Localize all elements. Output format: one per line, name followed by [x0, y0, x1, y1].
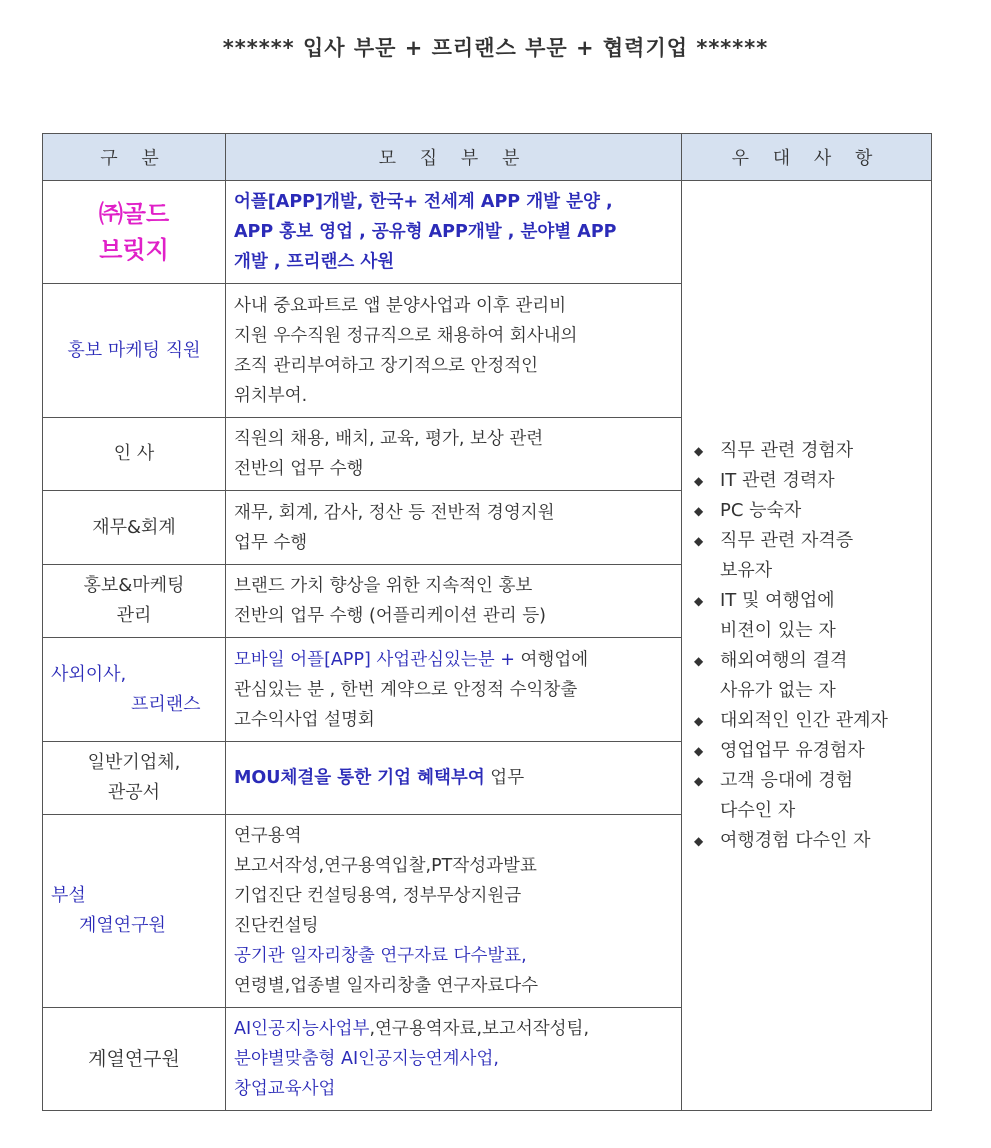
category-line: 부설	[51, 885, 86, 906]
diamond-bullet-icon: ◆	[694, 593, 704, 608]
diamond-bullet-icon: ◆	[694, 443, 704, 458]
description-line: 직원의 채용, 배치, 교육, 평가, 보상 관련	[234, 429, 544, 449]
recruitment-table	[42, 133, 932, 1111]
category-line: 홍보&마케팅	[83, 575, 185, 596]
benefits-list	[690, 436, 925, 856]
category-cell	[43, 284, 226, 418]
diamond-bullet-icon: ◆	[694, 743, 704, 758]
description-line: 지원 우수직원 정규직으로 채용하여 회사내의	[234, 325, 578, 346]
category-line: 관리	[116, 605, 152, 626]
diamond-bullet-icon: ◆	[694, 503, 704, 518]
benefit-item: ◆ 직무 관련 경험자	[690, 436, 925, 466]
page-title: ****** 입사 부문 + 프리랜스 부문 + 협력기업 ******	[222, 36, 769, 60]
description-line: 브랜드 가치 향상을 위한 지속적인 홍보	[234, 576, 533, 596]
header-category: 구 분	[43, 134, 226, 181]
benefit-item: ◆ PC 능숙자	[690, 496, 925, 526]
description-line: AI인공지능사업부,연구용역자료,보고서작성팀,	[234, 1019, 590, 1039]
header-row	[43, 134, 932, 181]
description-cell	[226, 815, 682, 1008]
description-cell	[226, 638, 682, 742]
diamond-bullet-icon: ◆	[694, 533, 704, 548]
category-cell	[43, 638, 226, 742]
category-line: 계열연구원	[88, 1048, 180, 1070]
diamond-bullet-icon: ◆	[694, 473, 704, 488]
description-line: MOU체결을 통한 기업 혜택부여 업무	[234, 768, 525, 788]
benefit-item: ◆ 직무 관련 자격증 보유자	[690, 526, 925, 586]
description-line: 전반의 업무 수행 (어플리케이션 관리 등)	[234, 606, 546, 626]
benefit-item: ◆ IT 및 여행업에 비젼이 있는 자	[690, 586, 925, 646]
description-line: 연구용역	[234, 826, 302, 846]
benefit-item: ◆ 고객 응대에 경험 다수인 자	[690, 766, 925, 826]
description-line: 어플[APP]개발, 한국+ 전세계 APP 개발 분양 ,	[234, 192, 613, 212]
category-line: ㈜골드	[98, 200, 170, 228]
description-line: 업무 수행	[234, 532, 308, 553]
description-line: 고수익사업 설명회	[234, 709, 375, 730]
description-line: 분야별맞춤형 AI인공지능연계사업,	[234, 1049, 499, 1069]
category-cell	[43, 815, 226, 1008]
description-cell	[226, 742, 682, 815]
category-cell	[43, 565, 226, 638]
benefit-item: ◆ 여행경험 다수인 자	[690, 826, 925, 856]
description-line: 창업교육사업	[234, 1079, 336, 1099]
benefits-cell	[682, 181, 932, 1111]
category-cell	[43, 742, 226, 815]
category-line: 관공서	[107, 782, 161, 803]
description-line: 기업진단 컨설팅용역, 정부무상지원금	[234, 886, 522, 906]
category-cell	[43, 1008, 226, 1111]
category-line: 홍보 마케팅 직원	[67, 339, 201, 361]
table-row	[43, 181, 932, 284]
benefit-item: ◆ 대외적인 인간 관계자	[690, 706, 925, 736]
category-line: 인 사	[113, 443, 155, 464]
benefit-item: ◆ 영업업무 유경험자	[690, 736, 925, 766]
diamond-bullet-icon: ◆	[694, 653, 704, 668]
description-line: 보고서작성,연구용역입찰,PT작성과발표	[234, 856, 537, 876]
description-line: 조직 관리부여하고 장기적으로 안정적인	[234, 355, 539, 376]
description-cell	[226, 181, 682, 284]
description-cell	[226, 1008, 682, 1111]
benefit-item: ◆ IT 관련 경력자	[690, 466, 925, 496]
description-line: 위치부여.	[234, 385, 308, 406]
diamond-bullet-icon: ◆	[694, 773, 704, 788]
header-recruit-field: 모 집 부 분	[226, 134, 682, 181]
description-cell	[226, 418, 682, 491]
category-line: 프리랜스	[131, 693, 201, 715]
description-cell	[226, 284, 682, 418]
description-line: 공기관 일자리창출 연구자료 다수발표,	[234, 946, 527, 966]
category-line: 일반기업체,	[87, 752, 181, 773]
category-line: 계열연구원	[79, 915, 166, 936]
description-cell	[226, 565, 682, 638]
category-line: 브릿지	[99, 236, 169, 264]
description-line: 전반의 업무 수행	[234, 459, 364, 479]
description-line: 진단컨설팅	[234, 916, 319, 936]
description-cell	[226, 491, 682, 565]
category-line: 재무&회계	[92, 516, 176, 538]
category-cell	[43, 418, 226, 491]
header-preference: 우 대 사 항	[682, 134, 932, 181]
benefit-item: ◆ 해외여행의 결격 사유가 없는 자	[690, 646, 925, 706]
category-cell	[43, 491, 226, 565]
description-line: 재무, 회계, 감사, 정산 등 전반적 경영지원	[234, 502, 555, 523]
description-line: 관심있는 분 , 한번 계약으로 안정적 수익창출	[234, 679, 578, 700]
description-line: 모바일 어플[APP] 사업관심있는분 + 여행업에	[234, 649, 589, 670]
description-line: 개발 , 프리랜스 사원	[234, 252, 395, 272]
diamond-bullet-icon: ◆	[694, 713, 704, 728]
diamond-bullet-icon: ◆	[694, 833, 704, 848]
description-line: 연령별,업종별 일자리창출 연구자료다수	[234, 976, 539, 996]
description-line: 사내 중요파트로 앱 분양사업과 이후 관리비	[234, 295, 567, 316]
description-line: APP 홍보 영업 , 공유형 APP개발 , 분야별 APP	[234, 222, 617, 242]
category-line: 사외이사,	[51, 663, 127, 685]
category-cell	[43, 181, 226, 284]
